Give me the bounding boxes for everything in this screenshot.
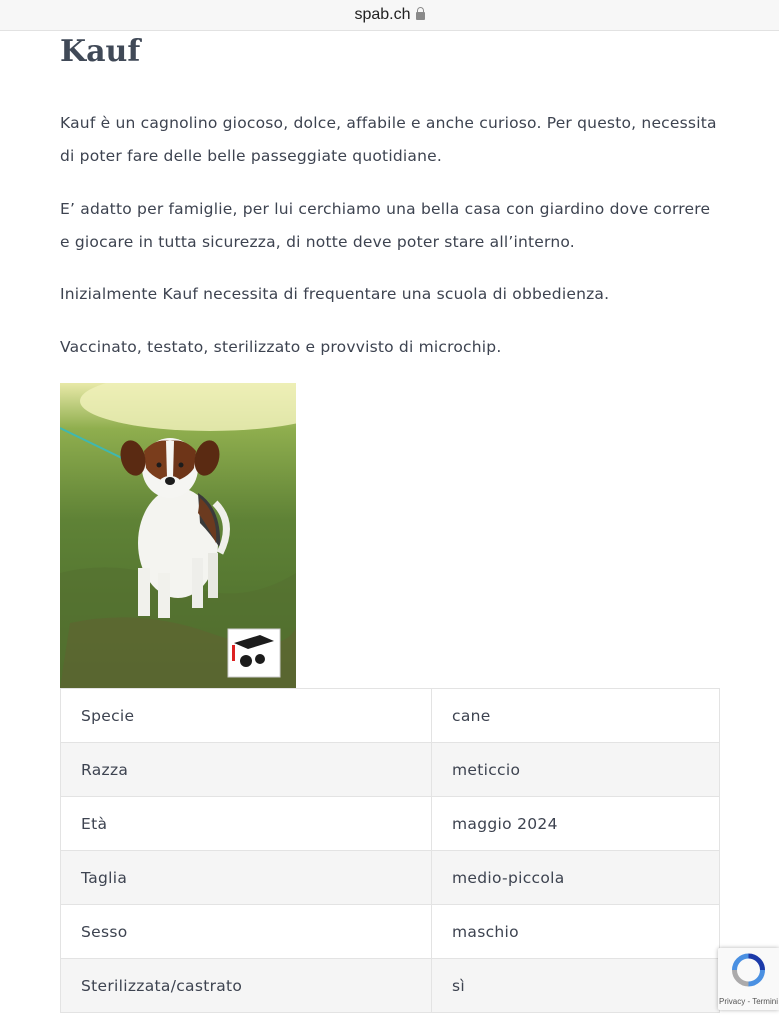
detail-value: maschio	[432, 905, 720, 959]
lock-icon	[416, 12, 425, 20]
browser-address-bar[interactable]	[0, 0, 779, 31]
table-row	[61, 689, 720, 743]
description-paragraph-1: Kauf è un cagnolino giocoso, dolce, affabile e anche curioso. Per questo, necessita di poter fare delle belle passeggiate quotidiane.	[60, 114, 717, 165]
detail-value: cane	[432, 689, 720, 743]
detail-label: Sesso	[61, 905, 432, 959]
recaptcha-badge[interactable]	[718, 948, 779, 1010]
table-row	[61, 797, 720, 851]
detail-label: Razza	[61, 743, 432, 797]
table-row	[61, 905, 720, 959]
detail-label: Taglia	[61, 851, 432, 905]
table-row	[61, 851, 720, 905]
detail-label: Specie	[61, 689, 432, 743]
detail-value: maggio 2024	[432, 797, 720, 851]
detail-label: Età	[61, 797, 432, 851]
detail-label: Sterilizzata/castrato	[61, 959, 432, 1013]
recaptcha-icon	[718, 948, 779, 992]
table-row	[61, 959, 720, 1013]
page-title: Kauf	[60, 34, 141, 69]
description-paragraph-2: E’ adatto per famiglie, per lui cerchiamo una bella casa con giardino dove correre e giocare in tutta sicurezza, di notte deve poter stare all’interno.	[60, 200, 711, 251]
url-domain[interactable]: spab.ch	[354, 6, 411, 23]
animal-details-table	[60, 688, 720, 1013]
detail-value: medio-piccola	[432, 851, 720, 905]
recaptcha-links[interactable]: Privacy - Termini	[719, 997, 778, 1006]
dog-photo[interactable]	[60, 383, 296, 688]
detail-value: meticcio	[432, 743, 720, 797]
description-paragraph-4: Vaccinato, testato, sterilizzato e provvisto di microchip.	[60, 338, 502, 356]
detail-value: sì	[432, 959, 720, 1013]
table-row	[61, 743, 720, 797]
dog-photo-illustration	[60, 383, 296, 688]
description-paragraph-3: Inizialmente Kauf necessita di frequentare una scuola di obbedienza.	[60, 285, 610, 303]
